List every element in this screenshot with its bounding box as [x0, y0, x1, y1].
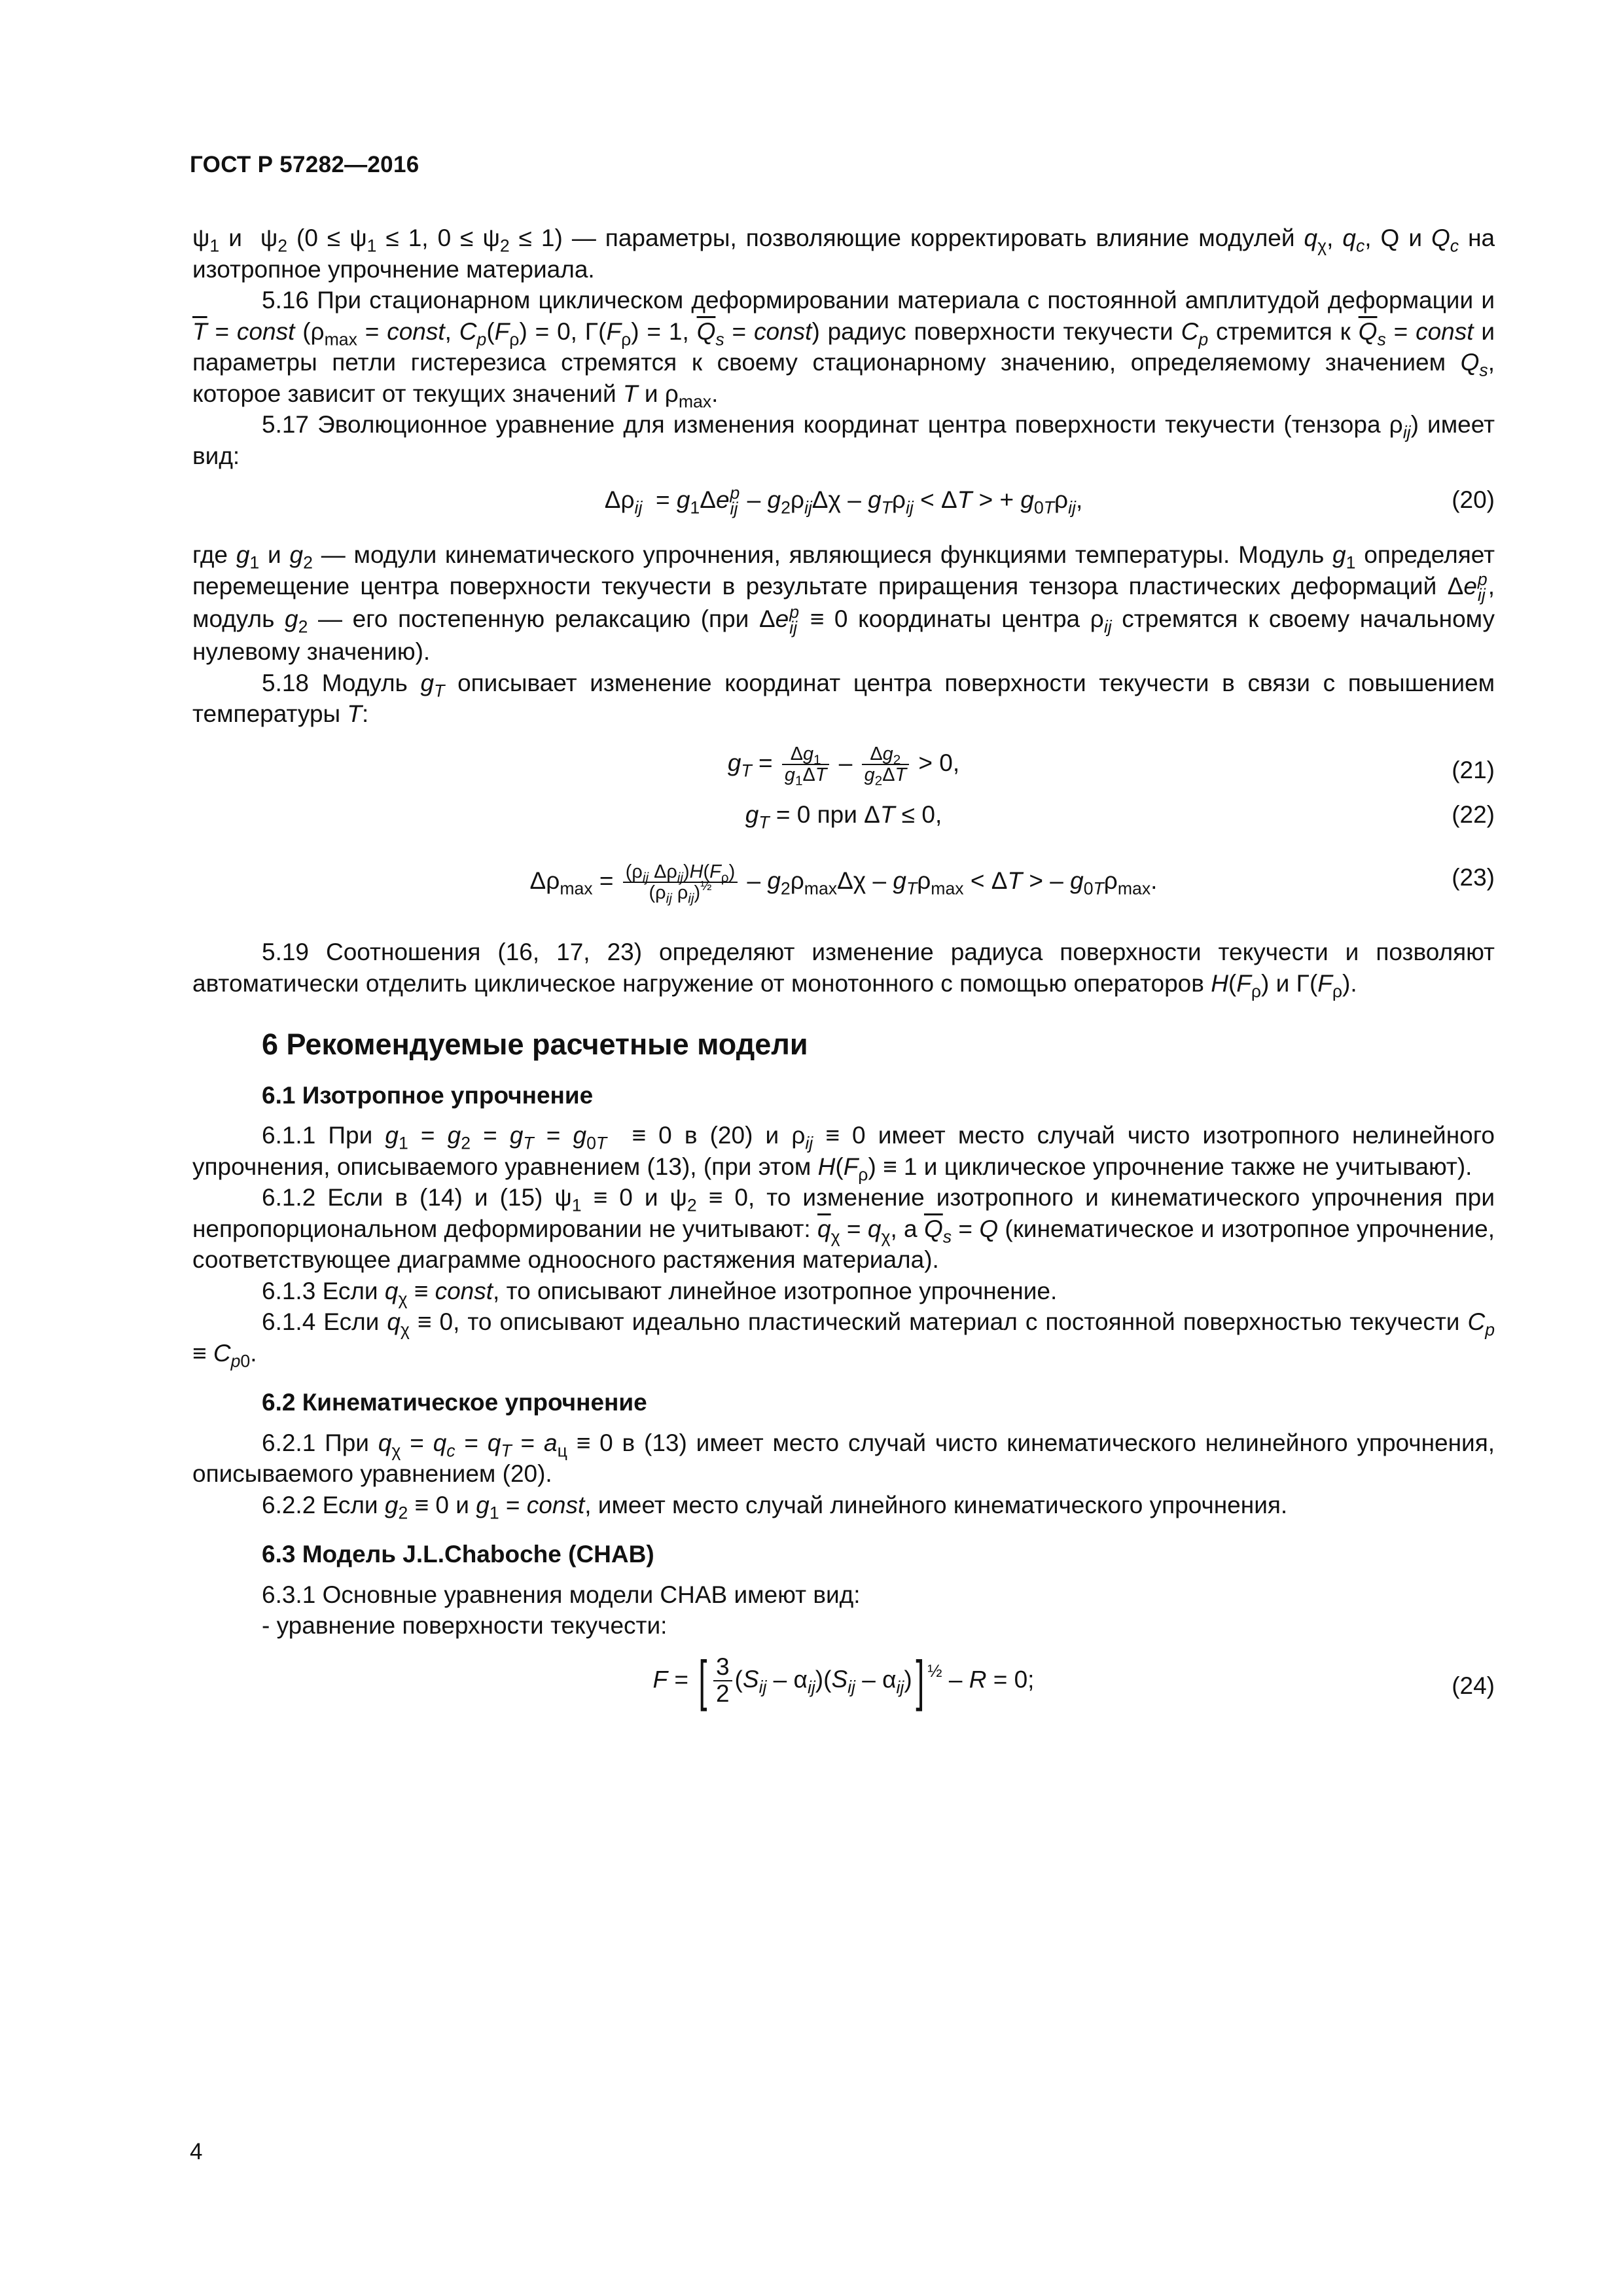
subsection-6-2-heading: 6.2 Кинематическое упрочнение [262, 1389, 647, 1416]
paragraph-5-16: 5.16 При стационарном циклическом деформировании материала с постоянной амплитудой деформации и $\overline{T}$ = const ($\rho_{max}$ = const, $C_p(F_\rho) = 0$, $\Gamma(F_\rho) = 1$, $\overline{Q}_s$ = const) радиус поверхности текучести $C_p$ стремится к $\overline{Q}_s$ = const и параметры петли гистерезиса стремятся к своему стационарному значению, определяемому значением $Q_s$, которое зависит от текущих значений T и $\rho_{max}$. [192, 287, 1495, 412]
paragraph-6-3-1: 6.3.1 Основные уравнения модели CHAB имеют вид: [262, 1581, 861, 1608]
paragraph-psi: $\psi_1$ и $\psi_2$ ($0 \le \psi_1 \le 1$, $0 \le \psi_2 \le 1$) — параметры, позволяющие корректировать влияние модулей $q_\chi$, $q_c$, Q и $Q_c$ на изотропное упрочнение материала. [192, 224, 1495, 283]
paragraph-5-19: 5.19 Соотношения (16, 17, 23) определяют изменение радиуса поверхности текучести и позволяют автоматически отделить циклическое нагружение от монотонного с помощью операторов $H(F_\rho)$ и $\Gamma(F_\rho)$. [192, 939, 1495, 1001]
equation-20: $\Delta\rho_{ij} = g_1\Delta e$ p ij – $g_2\rho_{ij}\Delta\chi - g_T\rho_{ij} < \Delta T$ > + $g_{0T}\rho_{ij}$, (20) [604, 483, 1495, 519]
paragraph-6-1-4: 6.1.4 Если $q_\chi \equiv 0$, то описывают идеально пластический материал с постоянной поверхностью текучести $C_p \equiv C_{p0}$. [192, 1308, 1495, 1371]
paragraph-6-2-2: 6.2.2 Если $g_2 \equiv 0$ и $g_1$ = const, имеет место случай линейного кинематического упрочнения. [262, 1491, 1288, 1523]
document-header: ГОСТ Р 57282—2016 [190, 152, 419, 177]
paragraph-6-1-1: 6.1.1 При $g_1 = g_2 = g_T = g_{0T} \equiv 0$ в (20) и $\rho_{ij} \equiv 0$ имеет место случай чисто изотропного нелинейного упрочнения, описываемого уравнением (13), (при этом $H(F_\rho) \equiv 1$ и циклическое упрочнение также не учитывают). [192, 1122, 1495, 1185]
equation-number: (23) [1452, 863, 1495, 891]
paragraph-6-2-1: 6.2.1 При $q_\chi = q_c = q_T = a_ц \equiv 0$ в (13) имеет место случай чисто кинематического нелинейного упрочнения, описываемого уравнением (20). [192, 1429, 1495, 1488]
paragraph-6-1-2: 6.1.2 Если в (14) и (15) $\psi_1 \equiv 0$ и $\psi_2 \equiv 0$, то изменение изотропного и кинематического упрочнения при непропорциональном деформировании не учитывают: $\overline{q}_\chi = q_\chi$, а $\overline{Q}_s = Q$ (кинематическое и изотропное упрочнение, соответствующее диаграмме одноосного растяжения материала). [192, 1184, 1495, 1274]
equation-number: (21) [1452, 756, 1495, 783]
section-6-heading: 6 Рекомендуемые расчетные модели [262, 1028, 808, 1062]
equation-number: (22) [1452, 801, 1495, 829]
subsection-6-1-heading: 6.1 Изотропное упрочнение [262, 1081, 594, 1109]
paragraph-6-1-3: 6.1.3 Если $q_\chi$ ≡ const, то описывают линейное изотропное упрочнение. [262, 1277, 1058, 1309]
document-body [192, 223, 1495, 1712]
paragraph-yield-surface: - уравнение поверхности текучести: [262, 1612, 668, 1640]
subsection-6-3-heading: 6.3 Модель J.L.Chaboche (CHAB) [262, 1541, 654, 1568]
paragraph-5-18: 5.18 Модуль $g_T$ описывает изменение координат центра поверхности текучести в связи с повышением температуры T: [192, 669, 1495, 728]
page-number: 4 [190, 2139, 203, 2164]
equation-number: (24) [1452, 1672, 1495, 1699]
equation-number: (20) [1452, 486, 1495, 513]
equation-23: $\Delta\rho_{max}$ = $\frac{(\rho_{ij} \Delta\rho_{ij})H(F_\rho)}{(\rho_{ij} \rho_{ij})^{\frac{1}{2}}}$ – $g_2\rho_{max}\Delta\chi - g_T\rho_{max} < \Delta T$ > – $g_{0T}\rho_{max}$. (23) [529, 861, 1495, 906]
paragraph-5-17: 5.17 Эволюционное уравнение для изменения координат центра поверхности текучести (тензора $\rho_{ij}$) имеет вид: [192, 411, 1495, 469]
equation-22: $g_T = 0$ при ΔT ≤ 0, (22) [192, 799, 1495, 831]
equation-21: $g_T$ = $\frac{\Delta g_1}{g_1\Delta T}$ – $\frac{\Delta g_2}{g_2\Delta T}$ > 0, (21) [727, 743, 1495, 789]
paragraph-g-modules: где $g_1$ и $g_2$ — модули кинематического упрочнения, являющиеся функциями температуры. Модуль $g_1$ определяет перемещение центра поверхности текучести в результате приращения тензора пластических деформаций Δe p ij , модуль $g_2$ — его постепенную релаксацию (при Δe p ij ≡ 0 координаты центра $\rho_{ij}$ стремятся к своему начальному нулевому значению). [192, 541, 1495, 666]
equation-24: F = [ $\frac{3}{2}$ $(S_{ij} - \alpha_{ij})(S_{ij} - \alpha_{ij})$] $^{\frac{1}{2}}$ – R = 0; (24) [652, 1649, 1495, 1712]
